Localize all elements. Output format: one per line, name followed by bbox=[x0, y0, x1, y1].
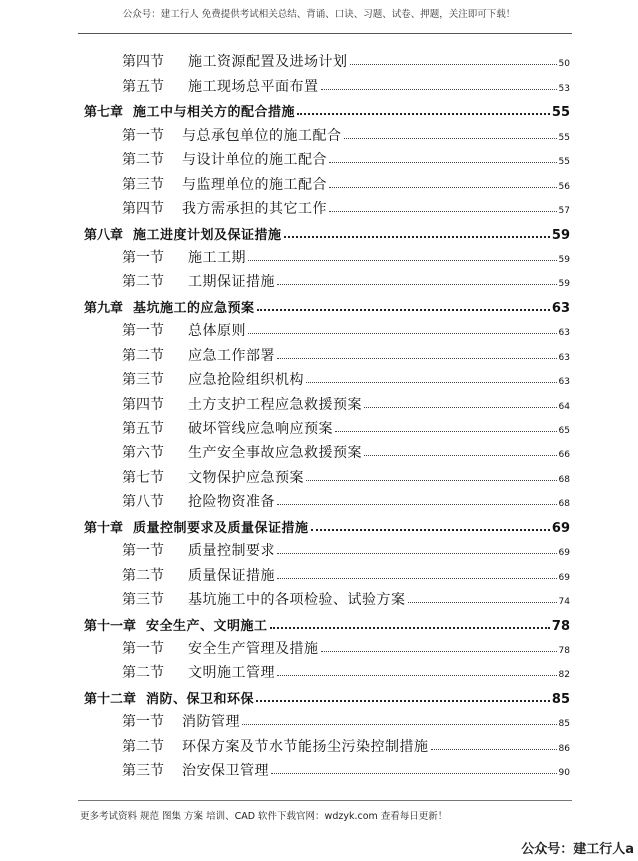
toc-entry-number: 第三节 bbox=[122, 592, 164, 609]
toc-entry-page: 78 bbox=[551, 618, 570, 634]
toc-entry-page: 64 bbox=[558, 401, 570, 412]
toc-entry-page: 78 bbox=[558, 645, 570, 656]
toc-dot-leader bbox=[321, 650, 557, 652]
toc-section-entry[interactable] bbox=[80, 756, 570, 780]
toc-entry-page: 59 bbox=[551, 227, 570, 243]
toc-dot-leader bbox=[297, 112, 550, 115]
toc-dot-leader bbox=[335, 430, 557, 432]
toc-dot-leader bbox=[431, 748, 557, 750]
toc-entry-page: 66 bbox=[558, 450, 570, 461]
toc-entry-title: 工期保证措施 bbox=[188, 274, 275, 291]
toc-section-entry[interactable] bbox=[80, 658, 570, 682]
toc-entry-title: 土方支护工程应急救援预案 bbox=[188, 396, 362, 413]
toc-dot-leader bbox=[321, 88, 557, 90]
toc-entry-page: 69 bbox=[558, 572, 570, 583]
toc-entry-number: 第一节 bbox=[122, 323, 164, 340]
toc-section-entry[interactable] bbox=[80, 340, 570, 364]
footer-divider bbox=[78, 800, 572, 801]
toc-entry-title: 抢险物资准备 bbox=[188, 494, 275, 511]
toc-entry-title: 文明施工管理 bbox=[188, 665, 275, 682]
toc-entry-title: 与总承包单位的施工配合 bbox=[182, 127, 342, 144]
toc-entry-title: 我方需承担的其它工作 bbox=[182, 201, 327, 218]
toc-section-entry[interactable] bbox=[80, 462, 570, 486]
toc-entry-page: 56 bbox=[558, 181, 570, 192]
toc-chapter-entry[interactable] bbox=[80, 96, 570, 120]
toc-entry-title: 与监理单位的施工配合 bbox=[182, 176, 327, 193]
toc-entry-page: 55 bbox=[558, 132, 570, 143]
toc-dot-leader bbox=[277, 674, 557, 676]
toc-entry-number: 第七章 bbox=[84, 105, 124, 121]
toc-dot-leader bbox=[242, 723, 557, 725]
toc-entry-title: 基坑施工的应急预案 bbox=[133, 300, 255, 316]
toc-section-entry[interactable] bbox=[80, 585, 570, 609]
toc-entry-page: 85 bbox=[551, 691, 570, 707]
toc-dot-leader bbox=[277, 357, 557, 359]
toc-dot-leader bbox=[329, 161, 557, 163]
toc-dot-leader bbox=[256, 699, 550, 702]
toc-entry-number: 第三节 bbox=[122, 372, 164, 389]
toc-entry-number: 第一节 bbox=[122, 714, 164, 731]
toc-entry-title: 生产安全事故应急救援预案 bbox=[188, 445, 362, 462]
page-header: 公众号：建工行人 免费提供考试相关总结、背诵、口诀、习题、试卷、押题，关注即可下载！ bbox=[122, 9, 516, 20]
toc-entry-page: 90 bbox=[558, 768, 570, 779]
toc-entry-title: 安全生产、文明施工 bbox=[146, 618, 268, 634]
toc-entry-title: 治安保卫管理 bbox=[182, 763, 269, 780]
toc-section-entry[interactable] bbox=[80, 169, 570, 193]
toc-entry-page: 63 bbox=[558, 328, 570, 339]
toc-section-entry[interactable] bbox=[80, 731, 570, 755]
toc-entry-number: 第二节 bbox=[122, 347, 164, 364]
toc-dot-leader bbox=[408, 601, 557, 603]
toc-dot-leader bbox=[277, 577, 557, 579]
toc-section-entry[interactable] bbox=[80, 487, 570, 511]
toc-entry-number: 第二节 bbox=[122, 274, 164, 291]
toc-section-entry[interactable] bbox=[80, 120, 570, 144]
toc-section-entry[interactable] bbox=[80, 414, 570, 438]
toc-dot-leader bbox=[329, 186, 557, 188]
toc-entry-page: 50 bbox=[558, 59, 570, 70]
toc-entry-number: 第三节 bbox=[122, 763, 164, 780]
toc-entry-title: 总体原则 bbox=[188, 323, 246, 340]
toc-entry-page: 63 bbox=[558, 377, 570, 388]
toc-section-entry[interactable] bbox=[80, 243, 570, 267]
toc-dot-leader bbox=[350, 63, 557, 65]
toc-dot-leader bbox=[364, 454, 557, 456]
toc-entry-page: 63 bbox=[558, 352, 570, 363]
toc-section-entry[interactable] bbox=[80, 316, 570, 340]
toc-entry-title: 破坏管线应急响应预案 bbox=[188, 421, 333, 437]
toc-entry-title: 施工现场总平面布置 bbox=[188, 78, 319, 95]
toc-section-entry[interactable] bbox=[80, 536, 570, 560]
toc-section-entry[interactable] bbox=[80, 438, 570, 462]
toc-dot-leader bbox=[271, 772, 557, 774]
toc-dot-leader bbox=[257, 308, 550, 311]
toc-entry-number: 第二节 bbox=[122, 738, 164, 755]
toc-entry-page: 65 bbox=[558, 426, 570, 436]
toc-entry-page: 57 bbox=[558, 206, 570, 217]
toc-entry-page: 69 bbox=[558, 548, 570, 559]
toc-chapter-entry[interactable] bbox=[80, 291, 570, 315]
toc-chapter-entry[interactable] bbox=[80, 218, 570, 242]
toc-entry-page: 74 bbox=[558, 597, 570, 608]
toc-entry-number: 第十章 bbox=[84, 520, 124, 536]
toc-entry-page: 85 bbox=[558, 719, 570, 730]
toc-entry-title: 施工资源配置及进场计划 bbox=[188, 54, 348, 71]
toc-entry-title: 质量控制要求及质量保证措施 bbox=[133, 520, 309, 536]
toc-entry-title: 文物保护应急预案 bbox=[188, 469, 304, 486]
toc-dot-leader bbox=[311, 528, 550, 531]
toc-entry-number: 第八节 bbox=[122, 494, 164, 511]
toc-section-entry[interactable] bbox=[80, 560, 570, 584]
toc-section-entry[interactable] bbox=[80, 707, 570, 731]
toc-entry-page: 68 bbox=[558, 499, 570, 510]
toc-dot-leader bbox=[248, 332, 557, 334]
toc-dot-leader bbox=[277, 503, 557, 505]
toc-entry-page: 63 bbox=[551, 300, 570, 316]
toc-entry-number: 第六节 bbox=[122, 445, 164, 462]
toc-entry-title: 应急抢险组织机构 bbox=[188, 372, 304, 389]
toc-entry-number: 第七节 bbox=[122, 469, 164, 486]
toc-section-entry[interactable] bbox=[80, 194, 570, 218]
toc-dot-leader bbox=[329, 210, 557, 212]
toc-entry-page: 86 bbox=[558, 743, 570, 754]
toc-entry-title: 施工中与相关方的配合措施 bbox=[133, 105, 296, 121]
toc-entry-title: 消防、保卫和环保 bbox=[146, 691, 255, 707]
toc-entry-page: 68 bbox=[558, 474, 570, 485]
toc-entry-number: 第二节 bbox=[122, 665, 164, 682]
toc-entry-title: 质量保证措施 bbox=[188, 567, 275, 584]
toc-entry-page: 59 bbox=[558, 254, 570, 265]
toc-section-entry[interactable] bbox=[80, 389, 570, 413]
toc-entry-title: 质量控制要求 bbox=[188, 543, 275, 560]
toc-entry-page: 59 bbox=[558, 279, 570, 290]
toc-entry-title: 施工进度计划及保证措施 bbox=[133, 227, 282, 243]
toc-section-entry[interactable] bbox=[80, 365, 570, 389]
toc-entry-title: 环保方案及节水节能扬尘污染控制措施 bbox=[182, 738, 429, 755]
toc-dot-leader bbox=[248, 259, 557, 261]
toc-entry-page: 82 bbox=[558, 670, 570, 681]
toc-entry-number: 第三节 bbox=[122, 176, 164, 193]
toc-entry-title: 安全生产管理及措施 bbox=[188, 640, 319, 657]
toc-section-entry[interactable] bbox=[80, 634, 570, 658]
toc-entry-number: 第十一章 bbox=[84, 618, 137, 634]
toc-entry-page: 55 bbox=[551, 105, 570, 121]
toc-entry-page: 55 bbox=[558, 157, 570, 168]
toc-entry-title: 与设计单位的施工配合 bbox=[182, 152, 327, 169]
toc-entry-number: 第五节 bbox=[122, 421, 164, 437]
toc-chapter-entry[interactable] bbox=[80, 682, 570, 706]
toc-section-entry[interactable] bbox=[80, 71, 570, 95]
toc-section-entry[interactable] bbox=[80, 145, 570, 169]
toc-dot-leader bbox=[277, 283, 557, 285]
watermark: 公众号：建工行人a bbox=[521, 842, 634, 857]
toc-entry-number: 第一节 bbox=[122, 249, 164, 266]
toc-dot-leader bbox=[344, 137, 557, 139]
toc-dot-leader bbox=[306, 479, 557, 481]
toc-entry-number: 第二节 bbox=[122, 152, 164, 169]
toc-entry-page: 69 bbox=[551, 520, 570, 536]
toc-entry-number: 第四节 bbox=[122, 54, 164, 71]
toc-entry-number: 第十二章 bbox=[84, 691, 137, 707]
toc-section-entry[interactable] bbox=[80, 267, 570, 291]
toc-entry-number: 第二节 bbox=[122, 567, 164, 584]
toc-chapter-entry[interactable] bbox=[80, 609, 570, 633]
toc-entry-number: 第四节 bbox=[122, 396, 164, 413]
toc-entry-number: 第一节 bbox=[122, 127, 164, 144]
toc-entry-title: 消防管理 bbox=[182, 714, 240, 731]
toc-entry-number: 第一节 bbox=[122, 640, 164, 657]
toc-entry-number: 第九章 bbox=[84, 300, 124, 316]
toc-entry-number: 第四节 bbox=[122, 201, 164, 218]
toc-entry-number: 第五节 bbox=[122, 78, 164, 95]
toc-dot-leader bbox=[284, 235, 550, 238]
header-divider bbox=[78, 33, 572, 34]
toc-entry-title: 应急工作部署 bbox=[188, 347, 275, 364]
toc-dot-leader bbox=[277, 552, 557, 554]
toc-dot-leader bbox=[306, 381, 557, 383]
toc-dot-leader bbox=[364, 406, 557, 408]
toc-entry-number: 第一节 bbox=[122, 543, 164, 560]
toc-entry-title: 施工工期 bbox=[188, 249, 246, 266]
toc-dot-leader bbox=[270, 626, 550, 629]
toc-section-entry[interactable] bbox=[80, 47, 570, 71]
toc-chapter-entry[interactable] bbox=[80, 511, 570, 535]
toc-entry-title: 基坑施工中的各项检验、试验方案 bbox=[188, 592, 406, 609]
toc-entry-number: 第八章 bbox=[84, 227, 124, 243]
toc-entry-page: 53 bbox=[558, 83, 570, 94]
table-of-contents bbox=[80, 47, 570, 780]
page-footer: 更多考试资料 规范 图集 方案 培训、CAD 软件下载官网：wdzyk.com 查看每日更新！ bbox=[80, 811, 448, 822]
